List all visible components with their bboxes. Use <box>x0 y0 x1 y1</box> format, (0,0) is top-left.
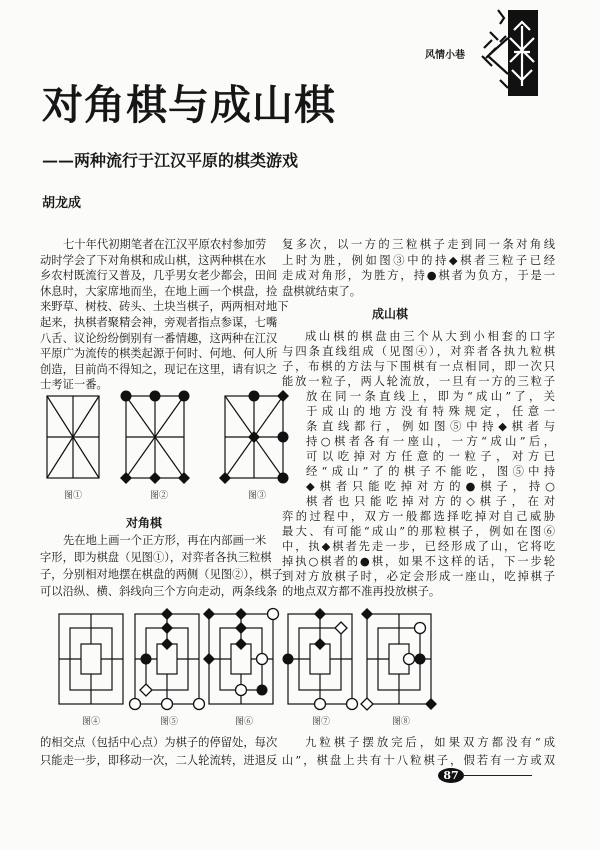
figure-label: 图② <box>150 491 169 501</box>
text-line: 经“成山”了的棋子不能吃，图⑤中持 <box>306 465 555 478</box>
text-line: ◆棋者只能吃掉对方的●棋子，持○ <box>306 480 555 493</box>
black-diamond-piece <box>235 608 247 620</box>
black-diamond-piece <box>277 390 289 402</box>
figure-label: 图④ <box>82 717 101 727</box>
text-line: 于成山的地方没有特殊规定，任意一 <box>306 405 555 418</box>
white-circle-piece <box>268 609 279 620</box>
white-circle-piece <box>130 699 141 710</box>
text-line: 能放一粒子，两人轮流放，一旦有一方的三粒子 <box>282 375 555 388</box>
black-diamond-piece <box>203 653 215 665</box>
white-diamond-piece <box>361 698 373 710</box>
black-diamond-piece <box>235 638 247 650</box>
black-circle-piece <box>150 391 161 402</box>
chengshan-board-figure-6 <box>202 607 280 711</box>
white-diamond-piece <box>335 622 347 634</box>
article-author: 胡龙成 <box>42 196 82 211</box>
figure-label: 图① <box>64 491 83 501</box>
white-circle-piece <box>347 699 358 710</box>
text-line: 九粒棋子摆放完后，如果双方都没有“成 <box>305 736 555 749</box>
white-circle-piece <box>257 654 268 665</box>
black-diamond-piece <box>120 472 132 484</box>
black-diamond-piece <box>361 608 373 620</box>
text-line: 只能走一步，即移动一次，二人轮流转，进退反 <box>40 754 278 767</box>
text-line: 放在同一条直线上，即为“成山”了，关 <box>306 390 555 403</box>
text-line: 八舌、议论纷纷倒别有一番情趣，这两种在江汉 <box>40 331 278 345</box>
text-line: 平原广为流传的棋类起源于何时、何地、何人所 <box>40 347 278 361</box>
text-line: 七十年代初期笔者在江汉平原农村参加劳 <box>63 238 267 251</box>
figure-label: 图③ <box>248 491 267 501</box>
text-line: 山”，棋盘上共有十八粒棋子，假若有一方或双 <box>282 754 555 767</box>
text-line: 可以沿纵、横、斜线向三个方向走动，两条线条 <box>40 585 278 598</box>
black-circle-piece <box>121 391 132 402</box>
section-heading-duijiao: 对角棋 <box>126 516 163 530</box>
text-line: 起来，执棋者聚精会神，旁观者指点参谋，七嘴 <box>40 316 278 329</box>
text-line: 弈的过程中，双方一般都选择吃掉对自己威胁 <box>282 510 555 523</box>
section-heading-chengshan: 成山棋 <box>372 307 409 321</box>
text-line: 盘棋就结束了。 <box>282 284 362 298</box>
text-line: 休息时，大家席地而坐，在地上画一个棋盘，捡 <box>40 284 278 298</box>
text-line: 可以吃掉对方任意的一粒子，对方已 <box>306 450 555 463</box>
white-circle-piece <box>404 654 415 665</box>
text-line: 字形，即为棋盘（见图①），对弈者各执三粒棋 <box>40 551 272 564</box>
text-line: 子，布棋的方法与下围棋有一点相同，即一次只 <box>282 360 555 373</box>
text-line: 乡农村既流行又普及，几乎男女老少都会，田间 <box>40 269 278 283</box>
page-number: 87 <box>438 768 464 783</box>
text-line: 掉执○棋者的●棋，如果不这样的话，下一步轮 <box>282 555 555 568</box>
black-circle-piece <box>257 685 268 696</box>
figure-label: 图⑥ <box>235 717 254 727</box>
black-diamond-piece <box>314 608 326 620</box>
chengshan-board-figure-7 <box>281 607 359 711</box>
text-line: 复多次，以一方的三粒棋子走到同一条对角线 <box>282 238 555 251</box>
black-diamond-piece <box>314 638 326 650</box>
black-circle-piece <box>179 391 190 402</box>
page-number-rule <box>462 775 532 776</box>
section-label: 风情小巷 <box>425 50 465 61</box>
chengshan-board-figure-8 <box>360 607 438 711</box>
text-line: 来野草、树枝、砖头、土块当棋子，两两相对地下 <box>40 300 289 314</box>
article-subtitle: ——两种流行于江汉平原的棋类游戏 <box>42 151 299 170</box>
text-line: 上时为胜，例如图③中的持◆棋者三粒子已经 <box>282 253 555 267</box>
figure-label: 图⑧ <box>392 717 411 727</box>
black-circle-piece <box>415 654 426 665</box>
black-diamond-piece <box>149 472 161 484</box>
black-diamond-piece <box>161 622 173 634</box>
text-line: 到对方放棋子时，必定会形成一座山，吃掉棋子 <box>282 570 555 583</box>
black-circle-piece <box>249 391 260 402</box>
text-line: 的相交点（包括中心点）为棋子的停留处，每次 <box>40 736 278 749</box>
black-diamond-piece <box>161 638 173 650</box>
duijiao-board-figure-2 <box>119 389 191 485</box>
figure-label: 图⑦ <box>312 717 331 727</box>
text-line: 子，分别相对地摆在棋盘的两侧（见图②），棋子 <box>40 568 283 581</box>
folk-ornament-logo <box>478 8 543 98</box>
black-diamond-piece <box>425 698 437 710</box>
black-circle-piece <box>278 473 289 484</box>
black-circle-piece <box>283 654 294 665</box>
text-line: 中，执◆棋者先走一步，已经形成了山，它将吃 <box>282 540 555 553</box>
white-circle-piece <box>415 623 426 634</box>
text-line: 走成对角形，为胜方，持●棋者为负方，于是一 <box>282 269 555 283</box>
article-title: 对角棋与成山棋 <box>42 81 336 129</box>
black-diamond-piece <box>235 622 247 634</box>
chengshan-board-figure-4 <box>52 607 130 711</box>
duijiao-board-figure-3 <box>218 389 290 485</box>
chengshan-board-figure-5 <box>128 607 206 711</box>
black-diamond-piece <box>248 431 260 443</box>
white-circle-piece <box>315 699 326 710</box>
text-line: 持○棋者各有一座山，一方“成山”后， <box>306 435 555 448</box>
duijiao-board-figure-1 <box>40 389 106 485</box>
text-line: 先在地上画一个正方形，再在内部画一米 <box>63 534 267 547</box>
black-diamond-piece <box>219 472 231 484</box>
text-line: 最大、有可能“成山”的那粒棋子，例如在图⑥ <box>282 525 555 538</box>
black-diamond-piece <box>161 608 173 620</box>
black-circle-piece <box>278 432 289 443</box>
text-line: 与四条直线组成（见图④），对弈者各执九粒棋 <box>282 345 555 358</box>
black-diamond-piece <box>178 472 190 484</box>
text-line: 条直线都行，例如图⑤中持◆棋者与 <box>306 420 555 433</box>
text-line: 创造，目前尚不得知之，现记在这里，请有识之 <box>40 362 278 376</box>
text-line: 士考证一番。 <box>40 378 108 392</box>
white-diamond-piece <box>140 684 152 696</box>
black-diamond-piece <box>203 608 215 620</box>
text-line: 成山棋的棋盘由三个从大到小相套的口字 <box>305 330 555 343</box>
text-line: 棋者也只能吃掉对方的◇棋子，在对 <box>306 495 555 508</box>
figure-label: 图⑤ <box>160 717 179 727</box>
black-circle-piece <box>141 654 152 665</box>
white-circle-piece <box>162 699 173 710</box>
white-circle-piece <box>236 685 247 696</box>
text-line: 动时学会了下对角棋和成山棋，这两种棋在水 <box>40 253 266 267</box>
text-line: 的地点双方都不准再投放棋子。 <box>282 585 441 598</box>
